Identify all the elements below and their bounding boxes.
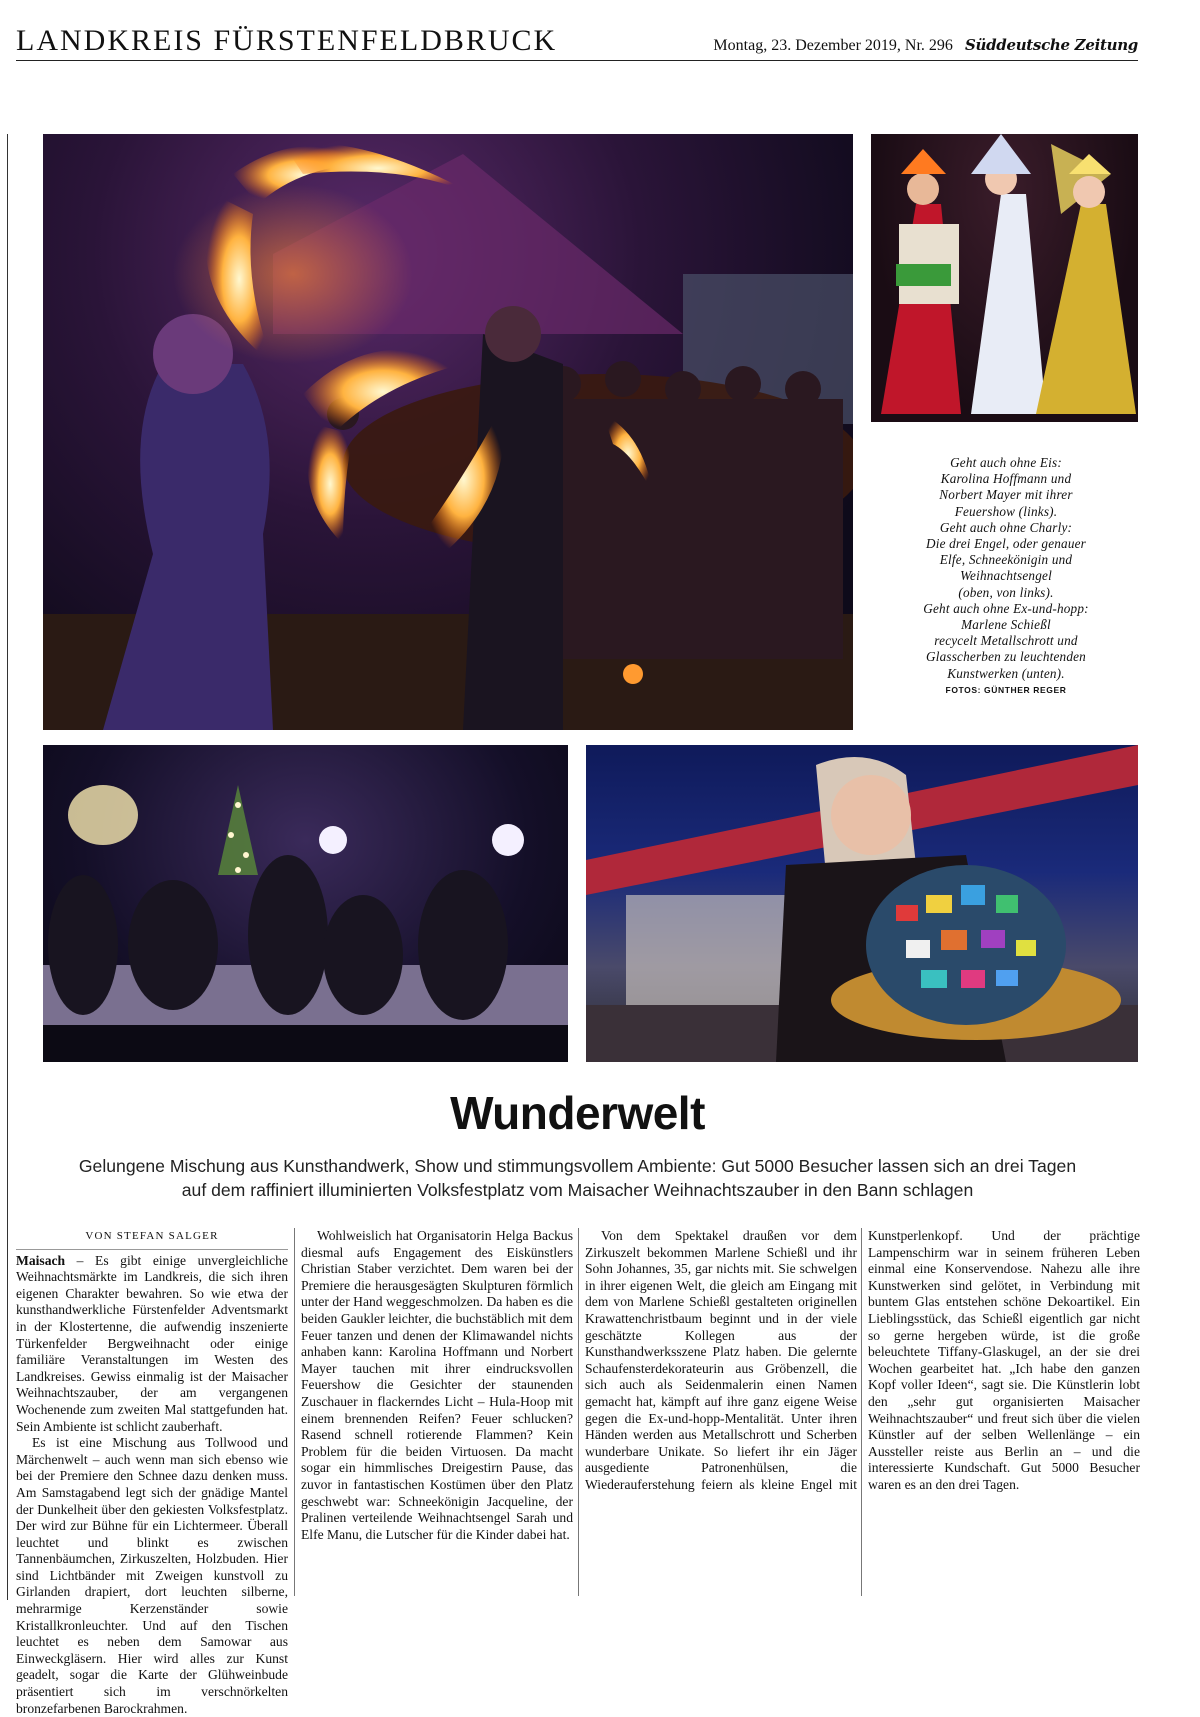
market-illustration — [43, 745, 568, 1062]
photo-caption — [880, 455, 1132, 698]
angels-illustration — [871, 134, 1138, 422]
article-column-3 — [585, 1228, 1140, 1494]
photo-market — [43, 745, 568, 1062]
byline: VON STEFAN SALGER — [16, 1228, 288, 1250]
caption-line: Feuershow (links). — [954, 503, 1058, 519]
column-rule — [578, 1228, 579, 1596]
photo-credit: FOTOS: GÜNTHER REGER — [945, 684, 1067, 695]
caption-line: Elfe, Schneekönigin und — [939, 552, 1073, 568]
caption-line: Karolina Hoffmann und — [940, 471, 1072, 487]
caption-line: Geht auch ohne Eis: — [950, 455, 1062, 470]
article-column-2 — [301, 1228, 573, 1543]
article-column-1 — [16, 1228, 288, 1717]
issue-line — [713, 36, 1138, 55]
column-rule — [861, 1228, 862, 1596]
photo-angels — [871, 134, 1138, 422]
dateline-place: Maisach — [16, 1252, 66, 1268]
fire-show-illustration — [43, 134, 853, 730]
left-rule — [7, 134, 8, 1600]
caption-line: Norbert Mayer mit ihrer — [939, 487, 1073, 503]
paragraph: Von dem Spektakel draußen vor dem Zirkuszelt bekommen Marlene Schießl und ihr Sohn Johannes, 35, gar nichts mit. Sie schwelgen in ihrer eigenen Welt, die gleich am Eingang mit dem von Marlene Schießl gestalteten originellen Krawattenchristbaum beginnt und in der viele geschätzte Kollegen aus der Kunsthandwerksszene Platz haben. Die gelernte Schaufensterdekorateurin aus Gröbenzell, die sich auch als Seidenmalerin einen Namen gemacht hat, kämpft auf ihre ganz eigene Weise gegen die Ex-und-hopp-Mentalität. Unter ihren Händen werden aus Metallschrott und Scherben wunderbare Unikate. So liefert ihr ein Jäger ausgediente Patronenhülsen, die Wiederauferstehung feiern als kleine Engel mit Kunstperlenkopf. Und der prächtige Lampenschirm war in seinem früheren Leben einmal eine Konservendose. Nahezu alle ihre Kunstwerken sind gelötet, in Verbindung mit buntem Glas entstehen schöne Dekoartikel. Ein Lieblingsstück, das Schießl eigentlich gar nicht so gerne hergeben würde, ist die große beleuchtete Tiffany-Glaskugel, an der sie drei Wochen gearbeitet hat. „Ich habe den ganzen Kopf voller Ideen“, sagt sie. Die Künstlerin lobt den „sehr gut organisierten Maisacher Weihnachtszauber“ und freut sich über die vielen Künstler auf der selben Wellenlänge – ein Aussteller reiste aus Berlin an – und die interessierte Kundschaft. Gut 5000 Besucher waren es an den drei Tagen. — [585, 1228, 1140, 1492]
section-title: LANDKREIS FÜRSTENFELDBRUCK — [16, 24, 558, 57]
paragraph-text: – Es gibt einige unvergleichliche Weihnachtsmärkte im Landkreis, die sich ihren eigenen Charakter bewahren. So wie etwa der kunsthandwerkliche Fürstenfelder Adventsmarkt in der Klostertenne, die aufwendig inszenierte Türkenfelder Bergweihnacht oder einige familiäre Veranstaltungen im Westen des Landkreises. Gewiss einmalig ist der Maisacher Weihnachtszauber, der am vergangenen Wochenende zum zweiten Mal stattgefunden hat. Sein Ambiente ist schlicht zauberhaft. — [16, 1252, 288, 1434]
paragraph: Wohlweislich hat Organisatorin Helga Backus diesmal aufs Engagement des Eiskünstlers Christian Staber verzichtet. Dem waren bei der Premiere die herausgesägten Skulpturen förmlich unter der Hand weggeschmolzen. Da haben es die beiden Gaukler leichter, die buchstäblich mit dem Feuer tanzen und denen der Klimawandel nichts anhaben kann: Karolina Hoffmann und Norbert Mayer tauchen mit ihrer eindrucksvollen Feuershow die Gesichter der staunenden Zuschauer in flackerndes Licht – Hula-Hoop mit einem brennenden Reifen? Feuer schlucken? Rasend schnell rotierende Flammen? Kein Problem für die beiden Virtuosen. Da macht sogar ein himmlisches Dreigestirn Pause, das zuvor in fantastischen Kostümen über den Platz geschwebt war: Schneekönigin Jacqueline, der Pralinen verteilende Weihnachtsengel Sarah und Elfe Manu, die Lutscher für die Kinder dabei hat. — [301, 1228, 573, 1542]
caption-line: Geht auch ohne Ex-und-hopp: — [923, 600, 1089, 616]
newspaper-logo: Süddeutsche Zeitung — [964, 36, 1138, 54]
paragraph: Es ist eine Mischung aus Tollwood und Märchenwelt – auch wenn man sich ebenso wie bei der Premiere den Schnee dazu denken muss. Am Samstagabend legt sich der gnädige Mantel der Dunkelheit über den gekiesten Volksfestplatz. Der wird zur Bühne für ein Lichtermeer. Überall leuchtet und blinkt es zwischen Tannenbäumchen, Zirkuszelten, Holzbuden. Hier sind Lichtbänder mit Zweigen kunstvoll zu Girlanden drapiert, dort leuchten silberne, mehrarmige Kerzenständer sowie Kristallkronleuchter. Und auf den Tischen leuchtet es neben dem Samowar aus Einweckgläsern. Hier wird alles zur Kunst geadelt, sogar die Karte der Glühweinbude präsentiert sich im verschnörkelten bronzefarbenen Barockrahmen. — [16, 1435, 288, 1716]
lamp-illustration — [586, 745, 1138, 1062]
photo-lamp — [586, 745, 1138, 1062]
photo-fire-show — [43, 134, 853, 730]
article-headline: Wunderwelt — [450, 1087, 705, 1139]
caption-line: Kunstwerken (unten). — [947, 665, 1065, 681]
issue-date: Montag, 23. Dezember 2019, Nr. 296 — [713, 37, 953, 54]
paragraph — [16, 1253, 288, 1436]
caption-line: Die drei Engel, oder genauer — [925, 536, 1087, 552]
caption-line: Geht auch ohne Charly: — [939, 519, 1073, 535]
caption-line: (oben, von links). — [958, 584, 1054, 600]
caption-line: Weihnachtsengel — [960, 568, 1052, 584]
caption-line: Marlene Schießl — [961, 617, 1051, 633]
column-rule — [294, 1228, 295, 1596]
caption-line: Glasscherben zu leuchtenden — [926, 649, 1086, 665]
masthead — [16, 24, 1138, 61]
article-subhead: Gelungene Mischung aus Kunsthandwerk, Show und stimmungsvollem Ambiente: Gut 5000 Besucher lassen sich an drei Tagen auf dem raffiniert illuminierten Volksfestplatz vom Maisacher Weihnachtszauber in den Bann schlagen — [78, 1156, 1077, 1200]
caption-line: recycelt Metallschrott und — [934, 633, 1078, 649]
